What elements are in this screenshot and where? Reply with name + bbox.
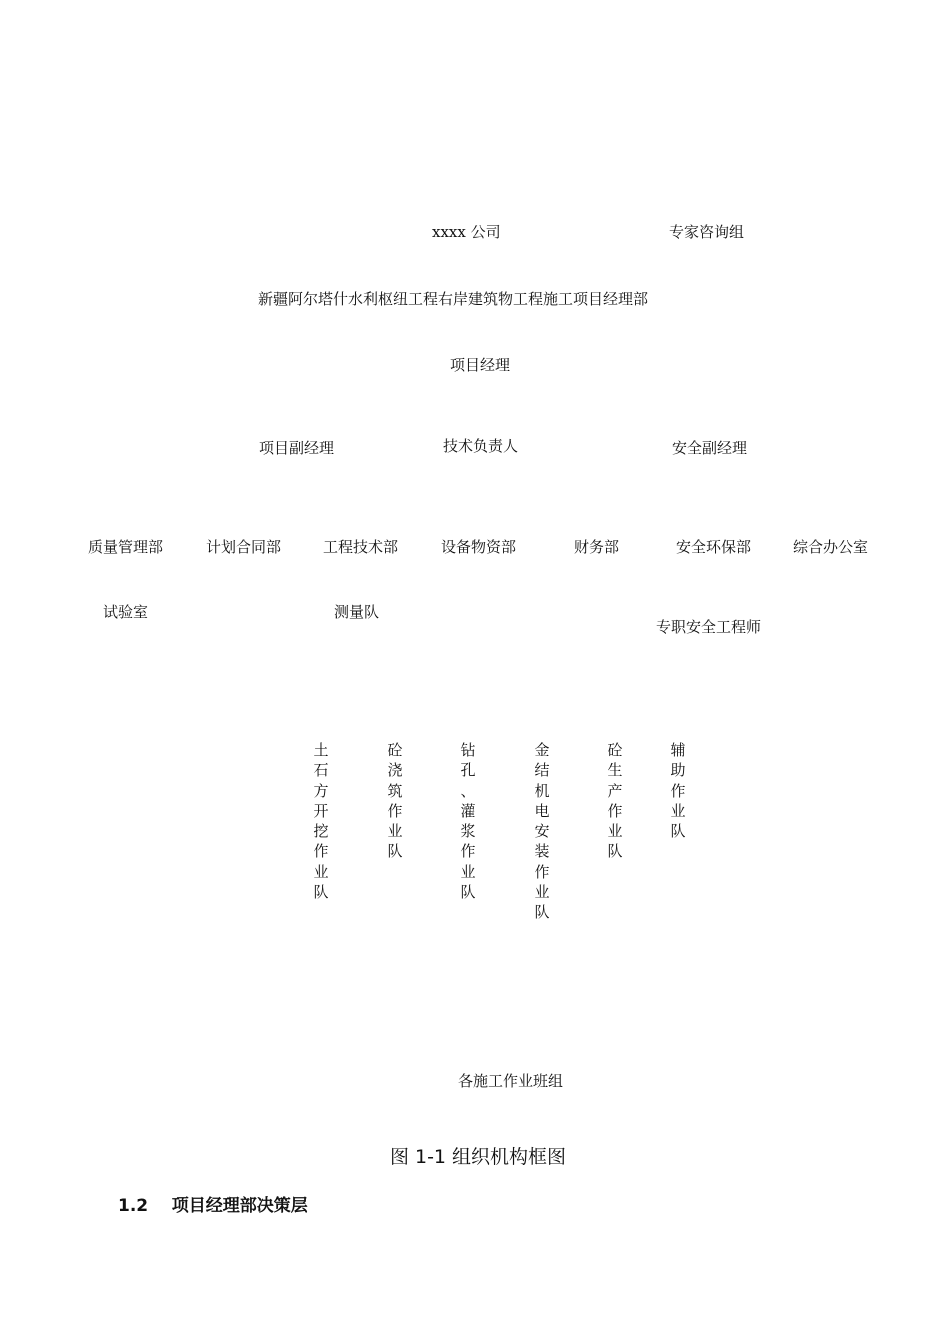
safety-engineer-node: 专职安全工程师 <box>656 618 762 636</box>
company-node: xxxx 公司 <box>432 223 501 241</box>
department-quality: 质量管理部 <box>88 538 164 556</box>
work-team-drilling-grouting: 钻 孔 、 灌 浆 作 业 队 <box>460 741 476 902</box>
department-equipment-materials: 设备物资部 <box>441 538 517 556</box>
department-safety-environment: 安全环保部 <box>676 538 752 556</box>
section-heading: 1.2 项目经理部决策层 <box>118 1196 308 1216</box>
expert-group-node: 专家咨询组 <box>669 223 745 241</box>
work-team-concrete-pouring: 砼 浇 筑 作 业 队 <box>387 741 403 861</box>
department-finance: 财务部 <box>574 538 620 556</box>
work-team-metal-mechanical: 金 结 机 电 安 装 作 业 队 <box>534 741 550 922</box>
department-planning-contract: 计划合同部 <box>206 538 282 556</box>
department-general-office: 综合办公室 <box>793 538 869 556</box>
work-team-concrete-production: 砼 生 产 作 业 队 <box>607 741 623 861</box>
project-department-node: 新疆阿尔塔什水利枢纽工程右岸建筑物工程施工项目经理部 <box>258 290 649 308</box>
technical-lead-node: 技术负责人 <box>443 437 519 455</box>
work-team-earthwork: 土 石 方 开 挖 作 业 队 <box>313 741 329 902</box>
work-team-auxiliary: 辅 助 作 业 队 <box>670 741 686 841</box>
department-engineering-tech: 工程技术部 <box>323 538 399 556</box>
safety-deputy-node: 安全副经理 <box>672 439 748 457</box>
figure-caption: 图 1-1 组织机构框图 <box>389 1146 567 1168</box>
survey-team-node: 测量队 <box>334 603 380 621</box>
lab-node: 试验室 <box>103 603 149 621</box>
construction-crews-node: 各施工作业班组 <box>458 1072 564 1090</box>
project-manager-node: 项目经理 <box>450 356 511 374</box>
deputy-manager-node: 项目副经理 <box>259 439 335 457</box>
